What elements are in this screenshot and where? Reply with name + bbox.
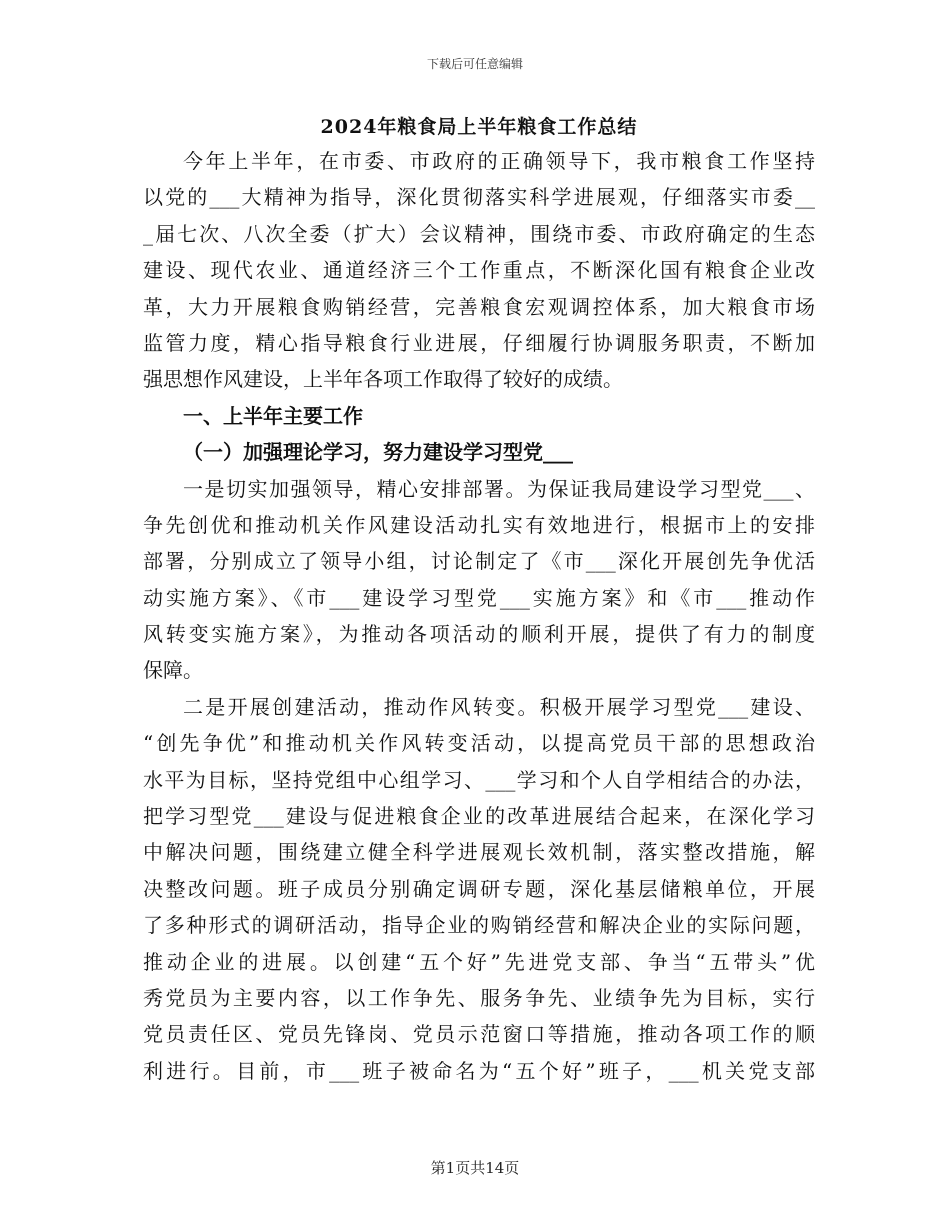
page-footer: 第1页共14页 [430, 1159, 520, 1177]
body-line: 建设、现代农业、通道经济三个工作重点，不断深化国有粮食企业改 [143, 258, 815, 283]
body-line: 党员责任区、党员先锋岗、党员示范窗口等措施，推动各项工作的顺 [143, 1022, 815, 1047]
body-line: 水平为目标，坚持党组中心组学习、___学习和个人自学相结合的办法， [143, 767, 815, 792]
body-line: 推动企业的进展。以创建“五个好”先进党支部、争当“五带头”优 [143, 949, 815, 974]
body-line: 利进行。目前，市___班子被命名为“五个好”班子，___机关党支部 [143, 1058, 815, 1083]
body-line: 了多种形式的调研活动，指导企业的购销经营和解决企业的实际问题， [143, 913, 815, 938]
body-line: 以党的___大精神为指导，深化贯彻落实科学进展观，仔细落实市委__ [143, 185, 815, 210]
body-line: _届七次、八次全委（扩大）会议精神，围绕市委、市政府确定的生态 [143, 221, 815, 246]
document-body [143, 112, 815, 1089]
body-line: 一是切实加强领导，精心安排部署。为保证我局建设学习型党___、 [183, 476, 815, 501]
body-line: 风转变实施方案》，为推动各项活动的顺利开展，提供了有力的制度 [143, 622, 815, 647]
body-line: 强思想作风建设，上半年各项工作取得了较好的成绩。 [143, 367, 623, 392]
body-line: 决整改问题。班子成员分别确定调研专题，深化基层储粮单位，开展 [143, 876, 815, 901]
body-line: 部署，分别成立了领导小组，讨论制定了《市___深化开展创先争优活 [143, 549, 815, 574]
body-line: 把学习型党___建设与促进粮食企业的改革进展结合起来，在深化学习 [143, 804, 815, 829]
page-header: 下载后可任意编辑 [426, 57, 523, 71]
body-line: 监管力度，精心指导粮食行业进展，仔细履行协调服务职责，不断加 [143, 330, 815, 355]
body-line: 动实施方案》、《市___建设学习型党___实施方案》和《市___推动作 [143, 585, 815, 610]
body-line: “创先争优”和推动机关作风转变活动，以提高党员干部的思想政治 [143, 731, 815, 756]
body-line: 争先创优和推动机关作风建设活动扎实有效地进行，根据市上的安排 [143, 512, 815, 537]
body-line: 今年上半年，在市委、市政府的正确领导下，我市粮食工作坚持 [183, 149, 815, 173]
document-title: 2024年粮食局上半年粮食工作总结 [320, 116, 638, 138]
body-line: 秀党员为主要内容，以工作争先、服务争先、业绩争先为目标，实行 [143, 985, 815, 1010]
body-line: 二是开展创建活动，推动作风转变。积极开展学习型党___建设、 [183, 694, 815, 719]
section-heading: 一、上半年主要工作 [183, 403, 363, 428]
body-line: 中解决问题，围绕建立健全科学进展观长效机制，落实整改措施，解 [143, 840, 815, 865]
body-line: 革，大力开展粮食购销经营，完善粮食宏观调控体系，加大粮食市场 [143, 294, 815, 319]
section-heading: （一）加强理论学习，努力建设学习型党___ [183, 440, 573, 465]
body-text [143, 143, 815, 1089]
body-line: 保障。 [143, 658, 203, 683]
